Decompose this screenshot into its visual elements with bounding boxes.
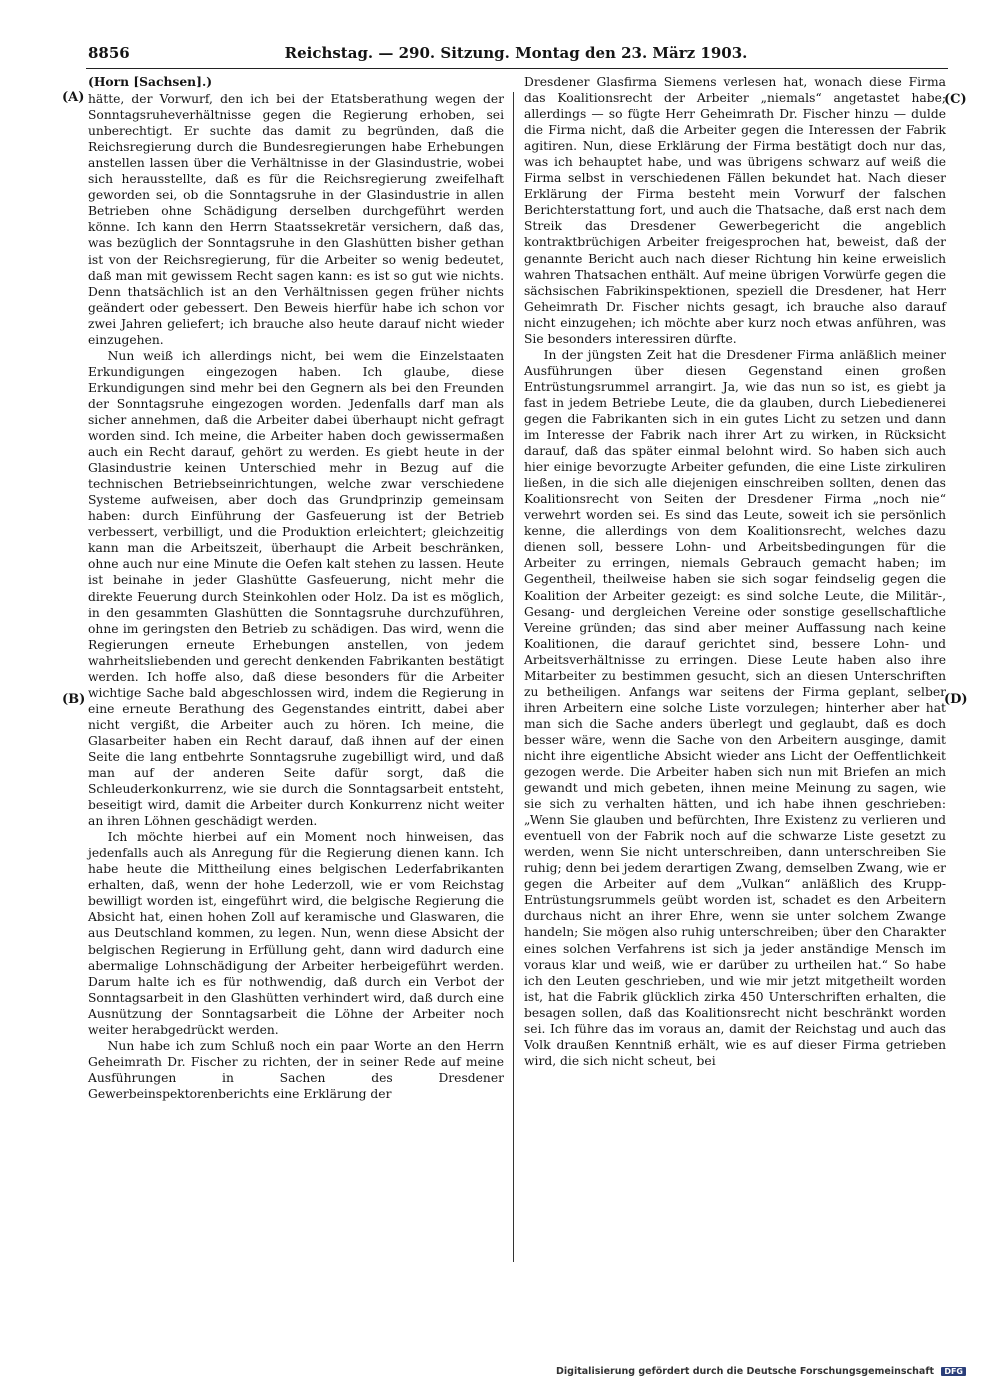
page-header: [88, 44, 944, 66]
page-number: 8856: [88, 44, 130, 62]
speaker-label: (Horn [Sachsen].): [88, 74, 213, 89]
margin-marker-b: (B): [62, 692, 86, 707]
margin-marker-d: (D): [944, 692, 968, 707]
paragraph: Dresdener Glasfirma Siemens verlesen hat, wonach diese Firma das Koalitionsrecht der Arbeiter „niemals“ angetastet habe; allerdings — so fügte Herr Geheimrath Dr. Fischer hinzu — dulde die Firma nicht, daß die Arbeiter gegen die Interessen der Fabrik agitiren. Nun, diese Erklärung der Firma bestätigt doch nur das, was ich behauptet habe, und was übrigens schwarz auf weiß die Firma selbst in verschiedenen Fällen bekundet hat. Nach dieser Erklärung der Firma besteht mein Vorwurf der falschen Berichterstattung fort, und auch die Thatsache, daß erst nach dem Streik das Dresdener Gewerbegericht die angeblich kontraktbrüchigen Arbeiter freigesprochen hat, beweist, daß der genannte Bericht auch nach dieser Richtung hin keine erweislich wahren Thatsachen enthält. Auf meine übrigen Vorwürfe gegen die sächsischen Fabrikinspektionen, speziell die Dresdener, hat Herr Geheimrath Dr. Fischer nichts gesagt, ich brauche also darauf nicht einzugehen; ich möchte aber kurz noch etwas anführen, was Sie besonders interessiren dürfte.: [524, 75, 946, 346]
column-divider: [513, 92, 514, 1262]
margin-marker-c: (C): [944, 92, 967, 107]
paragraph: Nun habe ich zum Schluß noch ein paar Worte an den Herrn Geheimrath Dr. Fischer zu richten, der in seiner Rede auf meine Ausführungen in Sachen des Dresdener Gewerbeinspektorenberichts eine Erklärung der: [88, 1038, 504, 1101]
header-rule: [86, 68, 948, 69]
dfg-logo: DFG: [941, 1367, 966, 1376]
paragraph: In der jüngsten Zeit hat die Dresdener Firma anläßlich meiner Ausführungen über diesen Gegenstand einen großen Entrüstungsrummel arrangirt. Ja, wie das nun so ist, es giebt ja fast in jedem Betriebe Leute, die da glauben, durch Liebedienerei gegen die Fabrikanten sich in ein gutes Licht zu setzen und dann im Interesse der Fabrik nach ihrer Art zu wirken, in Rücksicht darauf, daß das später einmal belohnt wird. So haben sich auch hier einige bevorzugte Arbeiter gefunden, die eine Liste zirkuliren ließen, in die sich alle diejenigen einschreiben sollten, denen das Koalitionsrecht von Seiten der Dresdener Firma „noch nie“ verwehrt worden sei. Es sind das Leute, soweit ich sie persönlich kenne, die allerdings von dem Koalitionsrecht, welches dazu dienen soll, bessere Lohn- und Arbeitsbedingungen für die Arbeiter zu erringen, niemals Gebrauch gemacht haben; im Gegentheil, theilweise haben sie sich sogar feindselig gegen die Koalition der Arbeiter gezeigt: es sind solche Leute, die Militär-, Gesang- und dergleichen Vereine oder sonstige gesellschaftliche Vereine gründen; das sind aber meiner Auffassung nach keine Koalitionen, die darauf gerichtet sind, bessere Lohn- und Arbeitsverhältnisse zu erringen. Diese Leute haben also ihre Mitarbeiter zu bestimmen gesucht, sich an diesen Unterschriften zu betheiligen. Anfangs war seitens der Firma geplant, selber ihren Arbeitern eine solche Liste vorzulegen; hinterher aber hat man sich die Sache anders überlegt und geglaubt, daß es doch besser wäre, wenn die Sache von den Arbeitern ausginge, damit nicht ihre eigentliche Absicht wieder ans Licht der Oeffentlichkeit gezogen werde. Die Arbeiter haben sich nun mit Briefen an mich gewandt und mich gebeten, ihnen meine Meinung zu sagen, wie sie sich zu verhalten hätten, und ich habe ihnen geschrieben: „Wenn Sie glauben und befürchten, Ihre Existenz zu verlieren und eventuell von der Fabrik noch auf die schwarze Liste gesetzt zu werden, wenn Sie nicht unterschreiben, dann unterschreiben Sie ruhig; denn bei jedem derartigen Zwang, demselben Zwang, wie er gegen die Arbeiter auf dem „Vulkan“ anläßlich des Krupp-Entrüstungsrummels geübt worden ist, schadet es den Arbeitern durchaus nicht an ihrer Ehre, wenn sie unter solchem Zwange handeln; Sie mögen also ruhig unterschreiben; über den Charakter eines solchen Verfahrens ist sich ja jeder anständige Mensch im voraus klar und weiß, wie er darüber zu urtheilen hat.“ So habe ich den Leuten geschrieben, und wie mir jetzt mitgetheilt worden ist, hat die Fabrik glücklich zirka 450 Unterschriften erhalten, die besagen sollen, daß das Koalitionsrecht nicht beschränkt worden sei. Ich führe das im voraus an, damit der Reichstag und auch das Volk draußen Kenntniß erhält, wie es auf dieser Firma getrieben wird, die sich nicht scheut, bei: [524, 347, 946, 1068]
left-column: [88, 74, 504, 1102]
paragraph: Ich möchte hierbei auf ein Moment noch hinweisen, das jedenfalls auch als Anregung für die Regierung dienen kann. Ich habe heute die Mittheilung eines belgischen Lederfabrikanten erhalten, daß, wenn der hohe Lederzoll, wie er vom Reichstag bewilligt worden ist, eingeführt wird, die belgische Regierung die Absicht hat, einen hohen Zoll auf keramische und Glaswaren, die aus Deutschland kommen, zu legen. Nun, wenn diese Absicht der belgischen Regierung in Erfüllung geht, dann wird dadurch eine abermalige Lohnschädigung der Arbeiter herbeigeführt werden. Darum halte ich es für nothwendig, daß durch ein Verbot der Sonntagsarbeit in den Glashütten verhindert wird, daß durch eine Ausnützung der Sonntagsarbeit die Löhne der Arbeiter noch weiter herabgedrückt werden.: [88, 830, 504, 1037]
margin-marker-a: (A): [62, 90, 85, 105]
paragraph: Nun weiß ich allerdings nicht, bei wem die Einzelstaaten Erkundigungen eingezogen haben. Ich glaube, diese Erkundigungen sind mehr bei den Gegnern als bei den Freunden der Sonntagsruhe eingezogen worden. Jedenfalls darf man als sicher annehmen, daß die Arbeiter dabei überhaupt nicht gefragt worden sind. Ich meine, die Arbeiter haben doch gewissermaßen auch ein Recht darauf, gehört zu werden. Es giebt heute in der Glasindustrie keinen Unterschied mehr in Bezug auf die technischen Betriebseinrichtungen, welche zwar verschiedene Systeme aufweisen, aber doch das Grundprinzip gemeinsam haben: durch Einführung der Gasfeuerung ist der Betrieb verbessert, verbilligt, und die Produktion erleichtert; gleichzeitig kann man die Arbeitszeit, überhaupt die Arbeit beschränken, ohne auch nur eine Minute die Oefen kalt stehen zu lassen. Heute ist beinahe in jeder Glashütte Gasfeuerung, nicht mehr die direkte Feuerung durch Steinkohlen oder Holz. Da ist es möglich, in den gesammten Glashütten die Sonntagsruhe durchzuführen, ohne im geringsten den Betrieb zu schädigen. Das wird, wenn die Regierungen erneute Erhebungen anstellen, von jedem wahrheitsliebenden und gerecht denkenden Fabrikanten bestätigt werden. Ich hoffe also, daß diese besonders für die Arbeiter wichtige Sache bald abgeschlossen wird, indem die Regierung in eine erneute Berathung des Gegenstandes eintritt, dabei aber nicht vergißt, die Arbeiter auch zu hören. Ich meine, die Glasarbeiter haben ein Recht darauf, daß ihnen auf der einen Seite die lang entbehrte Sonntagsruhe zugebilligt wird, und daß man auf der anderen Seite dafür sorgt, daß die Schleuderkonkurrenz, wie sie durch die Sonntagsarbeit entsteht, beseitigt wird, damit die Arbeiter durch Konkurrenz nicht weiter an ihren Löhnen geschädigt werden.: [88, 348, 504, 829]
paragraph: hätte, der Vorwurf, den ich bei der Etatsberathung wegen der Sonntagsruheverhältnisse gegen die Regierung erhoben, sei unberechtigt. Er suchte das damit zu begründen, daß die Reichsregierung durch die Bundesregierungen habe Erhebungen anstellen lassen über die Verhältnisse in der Glasindustrie, wobei sich herausstellte, daß es für die Reichsregierung zweifelhaft geworden sei, ob die Sonntagsruhe in der Glasindustrie in allen Betrieben ohne Schädigung derselben durchgeführt werden könne. Ich kann den Herrn Staatssekretär versichern, daß das, was bezüglich der Sonntagsruhe in den Glashütten bisher gethan ist von der Reichsregierung, für die Arbeiter so wenig bedeutet, daß man mit gewissem Recht sagen kann: es ist so gut wie nichts. Denn thatsächlich ist an den Verhältnissen gegen früher nichts geändert oder gebessert. Den Beweis hierfür habe ich schon vor zwei Jahren geliefert; ich brauche also heute darauf nicht wieder einzugehen.: [88, 92, 504, 347]
footer-text: Digitalisierung gefördert durch die Deutsche Forschungsgemeinschaft: [556, 1366, 935, 1377]
digitization-footer: [556, 1366, 966, 1377]
running-title: Reichstag. — 290. Sitzung. Montag den 23. März 1903.: [284, 44, 748, 62]
right-column: [524, 74, 946, 1069]
